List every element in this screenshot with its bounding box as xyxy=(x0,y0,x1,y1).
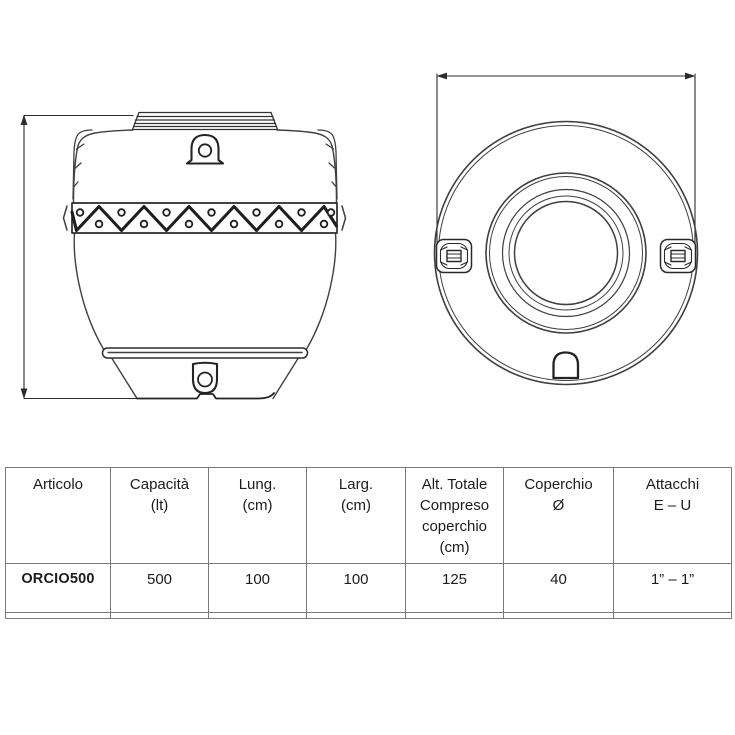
col-header-larghezza: Larg. (cm) xyxy=(307,468,406,564)
left-fitting xyxy=(437,240,472,273)
tank-top-circles xyxy=(435,122,698,385)
cell-coperchio: 40 xyxy=(504,564,614,613)
cell-empty xyxy=(614,613,732,619)
front-view-drawing xyxy=(21,113,346,400)
width-dimension-line xyxy=(437,73,696,250)
table-row-cutoff xyxy=(6,613,732,619)
top-port xyxy=(187,135,223,164)
port-hole xyxy=(199,144,211,156)
cell-empty xyxy=(6,613,111,619)
base-ring xyxy=(103,348,308,358)
lid-threads xyxy=(133,113,278,130)
cell-larghezza: 100 xyxy=(307,564,406,613)
port-hole xyxy=(198,373,212,387)
arrow-down-icon xyxy=(21,389,28,400)
col-header-attacchi: Attacchi E – U xyxy=(614,468,732,564)
cell-capacita: 500 xyxy=(111,564,209,613)
cell-empty xyxy=(504,613,614,619)
cell-empty xyxy=(406,613,504,619)
arrow-right-icon xyxy=(685,73,696,80)
top-view-drawing xyxy=(435,73,698,385)
col-header-articolo: Articolo xyxy=(6,468,111,564)
header-row xyxy=(6,468,732,564)
cell-altezza-totale: 125 xyxy=(406,564,504,613)
col-header-coperchio: Coperchio Ø xyxy=(504,468,614,564)
right-handle xyxy=(318,130,337,199)
col-header-altezza-totale: Alt. Totale Compreso coperchio (cm) xyxy=(406,468,504,564)
cell-attacchi: 1” – 1” xyxy=(614,564,732,613)
col-header-capacita: Capacità (lt) xyxy=(111,468,209,564)
cell-lunghezza: 100 xyxy=(209,564,307,613)
spec-table xyxy=(5,467,732,619)
col-header-lunghezza: Lung. (cm) xyxy=(209,468,307,564)
cell-empty xyxy=(209,613,307,619)
arrow-up-icon xyxy=(21,115,28,126)
arrow-left-icon xyxy=(437,73,448,80)
right-fitting xyxy=(661,240,696,273)
cell-articolo: ORCIO500 xyxy=(6,564,111,613)
table-row xyxy=(6,564,732,613)
left-handle xyxy=(73,130,92,199)
top-view-handle-mark xyxy=(554,353,579,379)
cell-empty xyxy=(111,613,209,619)
decorative-band xyxy=(64,203,346,233)
cell-empty xyxy=(307,613,406,619)
bottom-port xyxy=(193,363,217,393)
